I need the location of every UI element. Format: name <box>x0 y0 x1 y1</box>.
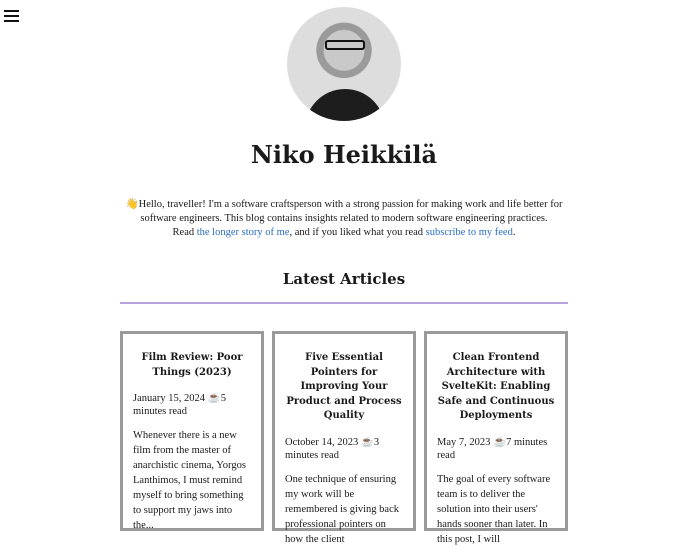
article-date: January 15, 2024 <box>133 393 206 404</box>
article-title[interactable]: Five Essential Pointers for Improving Your Product and Process Quality <box>286 352 402 421</box>
read-time: 3 minutes read <box>285 436 380 461</box>
page-title: Niko Heikkilä <box>250 140 438 169</box>
article-card[interactable] <box>120 331 264 531</box>
article-title[interactable]: Film Review: Poor Things (2023) <box>141 352 243 378</box>
article-date: May 7, 2023 <box>437 436 491 448</box>
read-time: 5 minutes read <box>133 393 226 417</box>
article-title[interactable]: Clean Frontend Architecture with SvelteKit: Enabling Safe and Continuous Deployments <box>437 352 555 421</box>
divider <box>120 302 568 304</box>
hamburger-menu-icon[interactable] <box>4 10 19 23</box>
article-excerpt: One technique of ensuring my work will be remembered is giving back professional pointers on how the client <box>285 473 400 545</box>
wave-icon: 👋 <box>125 199 139 210</box>
about-link[interactable]: the longer story of me <box>196 227 290 238</box>
article-excerpt: The goal of every software team is to deliver the solution into their users' hands sooner than later. In this post, I will <box>437 473 551 545</box>
coffee-icon: ☕ <box>493 436 507 448</box>
article-card[interactable] <box>424 331 568 545</box>
coffee-icon: ☕ <box>207 393 221 404</box>
intro-text: 👋Hello, traveller! I'm a software craftsperson with a strong passion for making work and life better for software engineers. This blog contains insights related to modern software engineering practices. Read the longer story of me, and if you liked what you read subscribe to my feed. <box>125 199 563 238</box>
article-date: October 14, 2023 <box>285 436 359 448</box>
coffee-icon: ☕ <box>360 436 374 448</box>
avatar <box>287 7 401 121</box>
subscribe-link[interactable]: subscribe to my feed <box>425 227 513 238</box>
read-time: 7 minutes read <box>437 436 548 461</box>
article-excerpt: Whenever there is a new film from the master of anarchistic cinema, Yorgos Lanthimos, I must remind myself to bring something to support my jaws into the... <box>133 430 246 531</box>
article-card[interactable] <box>272 331 416 545</box>
section-title: Latest Articles <box>282 270 406 288</box>
